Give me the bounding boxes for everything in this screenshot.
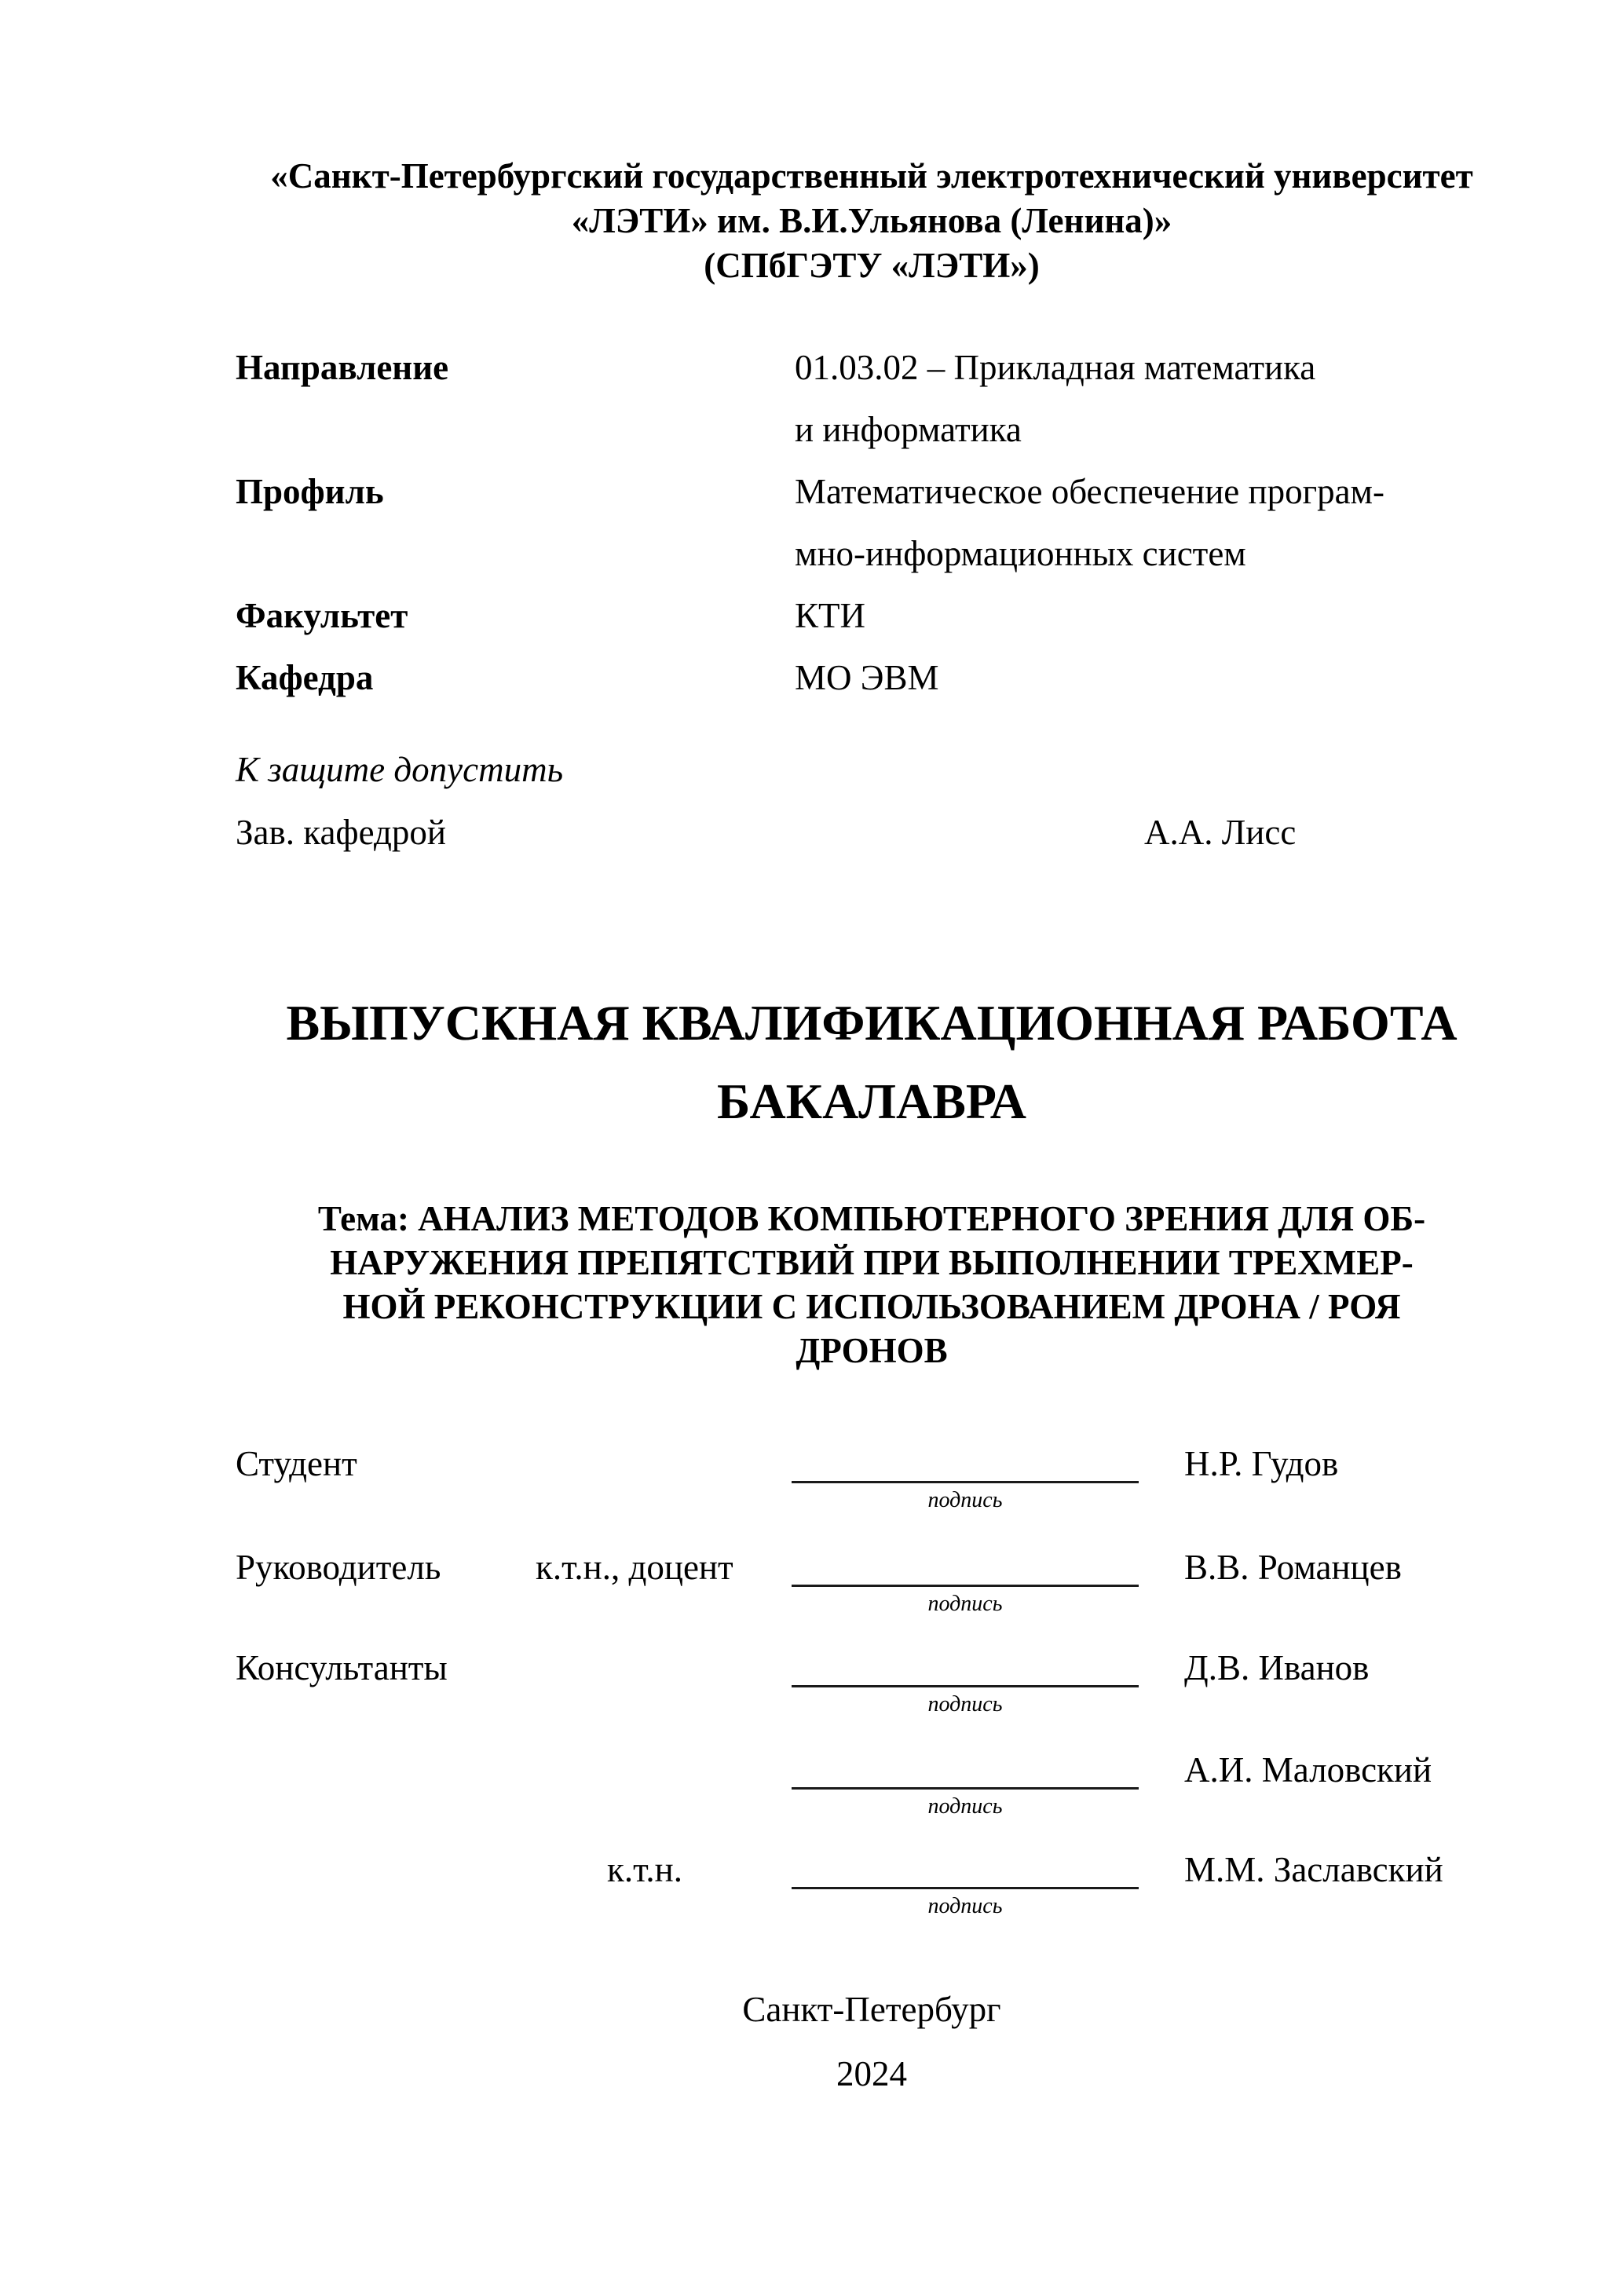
- student-signature-caption: подпись: [927, 1488, 1003, 1512]
- consultant-2-signature-caption: подпись: [927, 1794, 1003, 1819]
- signature-row-student: [236, 1445, 1508, 1533]
- footer-city: Санкт-Петербург: [742, 1990, 1001, 2029]
- student-name: Н.Р. Гудов: [1184, 1444, 1339, 1483]
- department-head-name: А.А. Лисс: [1144, 813, 1297, 852]
- admission-note: К защите допустить: [236, 750, 564, 789]
- department-head-label: Зав. кафедрой: [236, 813, 446, 852]
- signature-row-consultant-3: [236, 1851, 1508, 1939]
- supervisor-signature-caption: подпись: [927, 1592, 1003, 1616]
- university-name-line2: «ЛЭТИ» им. В.И.Ульянова (Ленина)»: [571, 201, 1172, 240]
- consultant-1-name: Д.В. Иванов: [1184, 1648, 1370, 1687]
- signatures-block: [236, 0, 1508, 2296]
- page-footer: [236, 1977, 1508, 2106]
- supervisor-name: В.В. Романцев: [1184, 1548, 1402, 1587]
- consultants-role-label: Консультанты: [236, 1648, 448, 1687]
- profile-label: Профиль: [236, 472, 384, 511]
- consultant-3-qualification: к.т.н.: [607, 1850, 682, 1889]
- work-title-line2: БАКАЛАВРА: [716, 1073, 1027, 1129]
- signature-row-supervisor: [236, 1548, 1508, 1636]
- university-name-line1: «Санкт-Петербургский государственный электротехнический университет: [270, 156, 1473, 196]
- theme-line2: НАРУЖЕНИЯ ПРЕПЯТСТВИЙ ПРИ ВЫПОЛНЕНИИ ТРЕХМЕР-: [330, 1243, 1414, 1282]
- theme-line1: Тема: АНАЛИЗ МЕТОДОВ КОМПЬЮТЕРНОГО ЗРЕНИЯ ДЛЯ ОБ-: [317, 1199, 1426, 1238]
- department-label: Кафедра: [236, 658, 374, 697]
- signature-row-consultant-2: [236, 1751, 1508, 1839]
- consultant-3-name: М.М. Заславский: [1184, 1850, 1443, 1889]
- faculty-value: КТИ: [795, 596, 865, 635]
- supervisor-signature-line: [792, 1548, 1139, 1587]
- footer-year: 2024: [836, 2054, 907, 2093]
- signature-row-consultant-1: [236, 1649, 1508, 1737]
- consultant-2-signature-line: [792, 1751, 1139, 1790]
- profile-value-line1: Математическое обеспечение програм-: [795, 472, 1385, 511]
- consultant-2-name: А.И. Маловский: [1184, 1750, 1432, 1790]
- student-role-label: Студент: [236, 1444, 357, 1483]
- consultant-3-signature-line: [792, 1851, 1139, 1889]
- theme-line3: НОЙ РЕКОНСТРУКЦИИ С ИСПОЛЬЗОВАНИЕМ ДРОНА / РОЯ: [342, 1287, 1401, 1326]
- consultant-3-signature-caption: подпись: [927, 1894, 1003, 1918]
- direction-label: Направление: [236, 348, 449, 387]
- consultant-1-signature-line: [792, 1649, 1139, 1687]
- faculty-label: Факультет: [236, 596, 408, 635]
- supervisor-qualification: к.т.н., доцент: [536, 1548, 733, 1587]
- theme-line4: ДРОНОВ: [796, 1331, 948, 1370]
- direction-value-line2: и информатика: [795, 410, 1022, 449]
- supervisor-role-label: Руководитель: [236, 1548, 441, 1587]
- student-signature-line: [792, 1445, 1139, 1483]
- profile-value-line2: мно-информационных систем: [795, 534, 1246, 573]
- consultant-1-signature-caption: подпись: [927, 1692, 1003, 1717]
- university-abbreviation: (СПбГЭТУ «ЛЭТИ»): [704, 246, 1040, 285]
- direction-value-line1: 01.03.02 – Прикладная математика: [795, 348, 1316, 387]
- work-title-line1: ВЫПУСКНАЯ КВАЛИФИКАЦИОННАЯ РАБОТА: [286, 995, 1458, 1051]
- department-value: МО ЭВМ: [795, 658, 939, 697]
